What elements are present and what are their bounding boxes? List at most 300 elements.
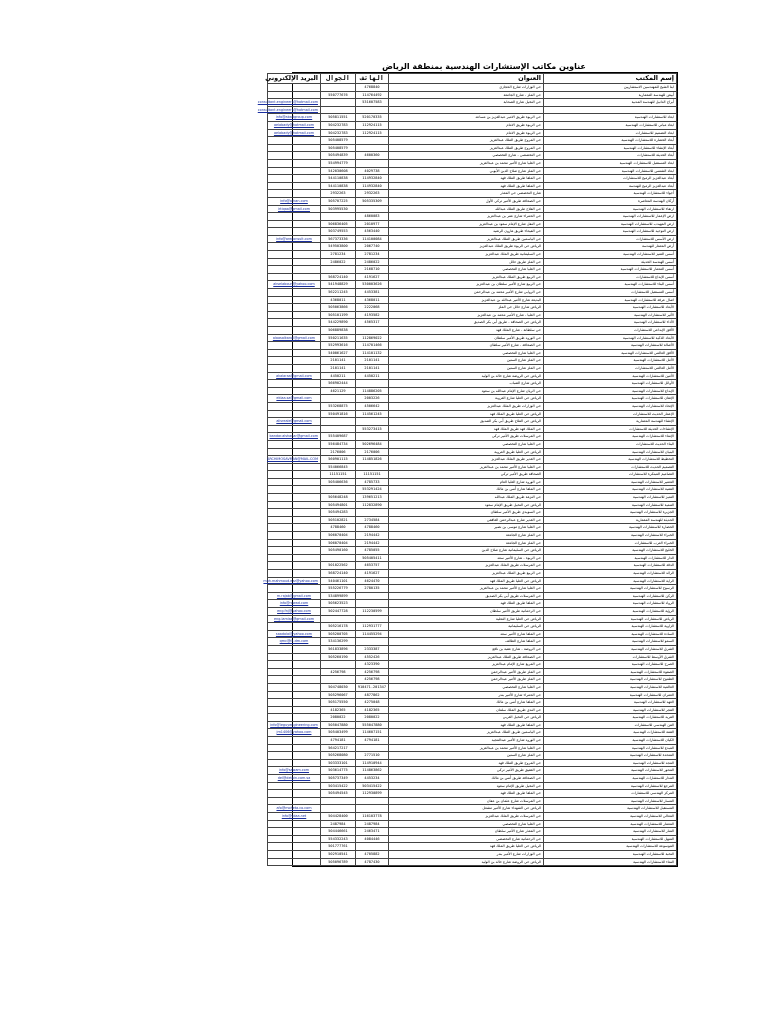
office-name-cell: المسار للاستشارات الهندسية	[544, 797, 677, 805]
address-cell: حي المرسلات طريق أبي بكر الصديق	[389, 592, 544, 600]
office-name-cell: الإنماء للاستشارات الهندسية	[544, 433, 677, 441]
table-row	[268, 159, 677, 167]
fax-cell: 505175550	[321, 699, 356, 707]
address-cell: حي العقيق طريق الأمير تركي	[389, 767, 544, 775]
header-email: البريد الإلكتروني	[268, 74, 321, 84]
address-cell: حي الملز شارع الستين	[389, 357, 544, 365]
fax-cell: 505268080	[321, 752, 356, 760]
office-name-cell: التقنية للاستشارات الهندسية	[544, 486, 677, 494]
address-cell: شارع التخصصي حي المعذر	[389, 190, 544, 198]
table-row	[268, 349, 677, 357]
email-cell	[268, 775, 321, 783]
phone-cell: 2194442	[356, 532, 389, 540]
table-row	[268, 843, 677, 851]
fax-cell: 502447728	[321, 607, 356, 615]
table-row	[268, 494, 677, 502]
phone-cell: 114764492	[356, 91, 389, 99]
phone-cell: 114886205	[356, 387, 389, 395]
office-name-cell: المركز الهندسي للاستشارات	[544, 790, 677, 798]
email-cell	[268, 433, 321, 441]
phone-cell	[356, 615, 389, 623]
table-row	[268, 759, 677, 767]
email-cell	[268, 767, 321, 775]
email-link[interactable]: m.rajab@gmail.com	[276, 593, 312, 598]
office-name-cell: أبعاد عبدالعزيز الرميح للهندسة	[544, 182, 677, 190]
table-row	[268, 289, 677, 297]
table-row	[268, 258, 677, 266]
email-cell	[268, 562, 321, 570]
address-cell: الرياض حي العليا طريق العروبة	[389, 448, 544, 456]
office-name-cell: أسس المعمار للاستشارات الهندسية	[544, 266, 677, 274]
office-name-cell: التصاميم المبتكرة للاستشارات	[544, 471, 677, 479]
office-name-cell: أسس البناء للاستشارات الهندسية	[544, 281, 677, 289]
header-address: العنوان	[389, 74, 544, 84]
phone-cell	[356, 463, 389, 471]
email-link[interactable]: info@sawam.com	[278, 768, 310, 773]
phone-cell: 4275048	[356, 699, 389, 707]
address-cell: حي الوزارات شارع الأمير بندر	[389, 850, 544, 858]
email-link[interactable]: info@sdaa.net	[281, 814, 307, 818]
fax-cell: 550777676	[321, 91, 356, 99]
email-cell	[268, 281, 321, 289]
office-name-cell: ارض الإعمار للاستشارات الهندسية	[544, 213, 677, 221]
fax-cell: 544110838	[321, 182, 356, 190]
office-name-cell: ارض التوحيد للاستشارات الهندسية	[544, 228, 677, 236]
table-row	[268, 205, 677, 213]
table-row	[268, 364, 677, 372]
table-row	[268, 653, 677, 661]
fax-cell: 544229890	[321, 319, 356, 327]
phone-cell: 2176006	[356, 448, 389, 456]
table-row	[268, 418, 677, 426]
phone-cell: 2010977	[356, 220, 389, 228]
table-row	[268, 190, 677, 198]
address-cell: حي الملز شارع الستين	[389, 364, 544, 372]
email-link[interactable]: info@leguyengineering.com	[270, 722, 318, 727]
fax-cell: 505406636	[321, 478, 356, 486]
email-cell	[268, 676, 321, 684]
phone-cell: 114910944	[356, 759, 389, 767]
table-row	[268, 577, 677, 585]
address-cell: حي النفل شارع الإمام سعود بن عبدالعزيز	[389, 220, 544, 228]
office-name-cell: الإعمار الحديث للاستشارات	[544, 410, 677, 418]
email-cell	[268, 494, 321, 502]
phone-cell: 4624470	[356, 577, 389, 585]
table-row	[268, 532, 677, 540]
email-cell	[268, 289, 321, 297]
office-name-cell: المعالي للاستشارات الهندسية	[544, 813, 677, 821]
fax-cell: 506836405	[321, 220, 356, 228]
email-cell	[257, 99, 321, 107]
address-cell: الرياض شارع حائل حي الملز	[389, 304, 544, 312]
email-link[interactable]: consultant.engineers@hotmail.com	[257, 107, 318, 112]
table-row	[268, 729, 677, 737]
email-cell	[268, 296, 321, 304]
office-name-cell: الشرق الأوسط للاستشارات	[544, 653, 677, 661]
phone-cell: 2486022	[356, 258, 389, 266]
fax-cell: 502910541	[321, 850, 356, 858]
phone-cell: 114101132	[356, 349, 389, 357]
fax-cell: 501777761	[321, 843, 356, 851]
phone-cell: 4450211	[356, 372, 389, 380]
table-row	[268, 623, 677, 631]
office-name-cell: العمران للاستشارات الهندسية	[544, 691, 677, 699]
email-cell	[268, 782, 321, 790]
office-name-cell: أركان الهندسة المعاصرة	[544, 197, 677, 205]
fax-cell: 554066845	[321, 463, 356, 471]
fax-cell: 550491816	[321, 410, 356, 418]
table-row	[268, 676, 677, 684]
email-cell	[268, 570, 321, 578]
email-cell	[268, 440, 321, 448]
table-row	[268, 585, 677, 593]
email-link[interactable]: saadolai@yahoo.com	[275, 631, 313, 636]
email-link[interactable]: eng.lamiaa@gmail.com	[273, 616, 314, 621]
table-row	[268, 516, 677, 524]
address-cell: الرياض حي النخيل طريق الإمام سعود	[389, 501, 544, 509]
page-title: عناوين مكاتب الإستشارات الهندسية بمنطقة الرياض	[382, 62, 586, 71]
fax-cell: 506070404	[321, 539, 356, 547]
address-cell: حي العليا شارع التخصصي	[389, 440, 544, 448]
email-link[interactable]: akalaraa@gmail.com	[276, 373, 312, 378]
phone-cell: 520170335	[356, 114, 389, 122]
office-name-cell: أبيض للهندسة المعمارية	[544, 91, 677, 99]
email-cell	[268, 463, 321, 471]
table-row	[268, 767, 677, 775]
email-cell	[268, 205, 321, 213]
email-cell	[268, 243, 321, 251]
address-cell: حي الملقا طريق الملك فهد	[389, 182, 544, 190]
phone-cell: 553291424	[356, 486, 389, 494]
fax-cell: 505200705	[321, 630, 356, 638]
phone-cell: 531607583	[356, 99, 389, 107]
table-row	[268, 243, 677, 251]
office-name-cell: البناء الحديث للاستشارات	[544, 440, 677, 448]
email-cell	[268, 607, 321, 615]
email-link[interactable]: qmc@fz-dm.com	[279, 639, 309, 644]
address-cell: حي السليمانية طريق الملك عبدالعزيز	[389, 251, 544, 259]
office-name-cell: أرض المعمار للهندسة	[544, 243, 677, 251]
phone-cell	[356, 433, 389, 441]
fax-cell: 564217217	[321, 744, 356, 752]
table-row	[268, 342, 677, 350]
address-cell: حي المروج طريق الملك عبدالعزيز	[389, 144, 544, 152]
fax-cell	[321, 805, 356, 813]
office-name-cell: الأداء للاستشارات الهندسية	[544, 319, 677, 327]
email-cell	[268, 509, 321, 517]
header-row	[268, 74, 677, 84]
office-name-cell: أسس الإبداع للاستشارات	[544, 273, 677, 281]
header-phone: الهاتف	[356, 74, 389, 84]
office-name-cell: الأفق الإبداعي للاستشارات	[544, 327, 677, 335]
phone-cell: 2101141	[356, 357, 389, 365]
email-cell	[268, 532, 321, 540]
email-link[interactable]: info@abadgroup.com	[275, 115, 313, 120]
fax-cell: 4621129	[321, 387, 356, 395]
address-cell: حي العليا شارع التخصصي	[389, 820, 544, 828]
phone-cell: 2080022	[356, 714, 389, 722]
table-row	[268, 235, 677, 243]
email-link[interactable]: eklaa.sa@gmail.com	[276, 396, 312, 401]
email-link[interactable]: moh.mahmoud.ezz@yahoo.com	[263, 578, 318, 583]
fax-cell: 566902444	[321, 380, 356, 388]
table-row	[268, 425, 677, 433]
office-name-cell: أبعاد الحضارة للاستشارات الهندسية	[544, 137, 677, 145]
office-name-cell: الدقة للاستشارات الهندسية	[544, 562, 677, 570]
address-cell: حي الربيع طريق الملك عبدالعزيز	[389, 273, 544, 281]
fax-cell: 568724140	[321, 273, 356, 281]
fax-cell: 506889838	[321, 327, 356, 335]
email-cell	[268, 797, 321, 805]
fax-cell: 2101141	[321, 364, 356, 372]
phone-cell: 2067740	[356, 243, 389, 251]
fax-cell: 2101141	[321, 357, 356, 365]
table-row	[268, 144, 677, 152]
phone-cell: 4256798	[356, 668, 389, 676]
table-row	[268, 228, 677, 236]
address-cell: حي الملز شارع صلاح الدين الأيوبي	[389, 167, 544, 175]
fax-cell: 540061627	[321, 349, 356, 357]
fax-cell	[321, 84, 356, 92]
table-row	[268, 570, 677, 578]
table-row	[268, 395, 677, 403]
email-cell	[268, 516, 321, 524]
phone-cell	[356, 205, 389, 213]
email-cell	[268, 395, 321, 403]
table-row	[268, 91, 677, 99]
fax-cell: 554994779	[321, 159, 356, 167]
phone-cell: 505405411	[356, 554, 389, 562]
phone-cell: 553273415	[356, 425, 389, 433]
phone-cell: 4787430	[356, 858, 389, 866]
office-name-cell: ابعاد المستقبل للاستشارات الهندسية	[544, 159, 677, 167]
office-name-cell: أسس التميز للاستشارات الهندسية	[544, 251, 677, 259]
address-cell: حي السويدي طريق الأمير سلطان	[389, 509, 544, 517]
address-cell: الرياض شارع الضباب	[389, 380, 544, 388]
table-row	[268, 372, 677, 380]
office-name-cell: ارتقاء للاستشارات الهندسية	[544, 205, 677, 213]
email-link[interactable]: consultant.engineers@hotmail.com	[257, 100, 318, 105]
table-row	[268, 554, 677, 562]
office-name-cell: الكيان للاستشارات الهندسية	[544, 737, 677, 745]
table-header	[265, 74, 677, 84]
email-cell	[268, 744, 321, 752]
address-cell: حي الريان شارع الإمام عبدالله بن سعود	[389, 387, 544, 395]
table-row	[268, 607, 677, 615]
email-link[interactable]: ARCHIMOSAVMAN@MAIL.COM	[267, 457, 318, 462]
address-cell: الرياض حي العليا شارع التحلية	[389, 615, 544, 623]
table-body	[257, 84, 677, 866]
fax-cell: 501022562	[321, 562, 356, 570]
office-name-cell: ابعاد التصميم للاستشارات	[544, 129, 677, 137]
table-row	[268, 858, 677, 866]
email-cell	[268, 752, 321, 760]
email-cell	[268, 319, 321, 327]
phone-cell: 114100084	[356, 235, 389, 243]
email-link[interactable]: aelabady@hotmail.com	[273, 122, 315, 127]
email-cell	[268, 152, 321, 160]
office-name-cell: الإتقان للاستشارات الهندسية	[544, 395, 677, 403]
email-link[interactable]: alaasalkanal@gmail.com	[272, 335, 316, 340]
table-row	[268, 714, 677, 722]
fax-cell	[321, 615, 356, 623]
address-cell: الرياض حي العليا طريق الملك فهد	[389, 577, 544, 585]
phone-cell	[356, 418, 389, 426]
fax-cell: 505063866	[321, 304, 356, 312]
email-cell	[268, 228, 321, 236]
address-cell: حي الملقا طريق الملك فهد	[389, 790, 544, 798]
email-cell	[268, 129, 321, 137]
phone-cell: 116103778	[356, 813, 389, 821]
email-link[interactable]: jm1406@yahoo.com	[276, 730, 312, 735]
address-cell: حي الوزارات طريق الملك عبدالعزيز	[389, 402, 544, 410]
address-cell: الصحافة طريق الأمير تركي	[389, 471, 544, 479]
email-link[interactable]: akselaboun@yahoo.com	[273, 282, 315, 287]
phone-cell: 4565317	[356, 319, 389, 327]
email-cell	[268, 114, 321, 122]
address-cell: حي الملز شارع الستين	[389, 752, 544, 760]
phone-cell: 2222068	[356, 304, 389, 312]
fax-cell: 505811551	[321, 114, 356, 122]
email-cell	[268, 554, 321, 562]
phone-cell	[356, 797, 389, 805]
fax-cell	[321, 425, 356, 433]
phone-cell: 503415422	[356, 782, 389, 790]
email-link[interactable]: eng.fnj@yahoo.com	[277, 608, 311, 613]
fax-cell: 2487984	[321, 820, 356, 828]
email-link[interactable]: afo@moheta.co.com	[276, 806, 312, 811]
table-row	[268, 304, 677, 312]
fax-cell: 503415422	[321, 782, 356, 790]
address-cell: حي المروج طريق الملك فهد	[389, 759, 544, 767]
phone-cell: 502696484	[356, 440, 389, 448]
phone-cell: 505335309	[356, 197, 389, 205]
fax-cell: 503614775	[321, 767, 356, 775]
table-row	[268, 721, 677, 729]
email-link[interactable]: info@rowad.com	[279, 601, 309, 606]
address-cell: الرياض حي الشهداء شارع الأمير مشعل	[389, 805, 544, 813]
email-link[interactable]: info@areconsult.com	[276, 236, 312, 241]
fax-cell: 554332243	[321, 835, 356, 843]
table-row	[268, 775, 677, 783]
email-cell	[268, 137, 321, 145]
fax-cell	[321, 418, 356, 426]
phone-cell: 112924115	[356, 129, 389, 137]
phone-cell: 4453381	[356, 289, 389, 297]
phone-cell	[356, 744, 389, 752]
phone-cell	[356, 805, 389, 813]
fax-cell	[321, 661, 356, 669]
address-cell: حي النخيل شارع الصحابة	[389, 99, 544, 107]
table-row	[268, 835, 677, 843]
table-row	[268, 121, 677, 129]
email-cell	[268, 334, 321, 342]
table-row	[268, 828, 677, 836]
email-link[interactable]: aelabady@hotmail.com	[273, 130, 315, 135]
office-name-cell: الشرق للاستشارات الهندسية	[544, 645, 677, 653]
email-cell	[268, 699, 321, 707]
email-cell	[268, 547, 321, 555]
office-name-cell: السادة للاستشارات الهندسية	[544, 630, 677, 638]
fax-cell	[321, 554, 356, 562]
office-name-cell: الجزيرة للاستشارات الهندسية	[544, 509, 677, 517]
address-cell: حي العليا شارع الأمير محمد بن عبدالعزيز	[389, 744, 544, 752]
fax-cell: 562211245	[321, 289, 356, 297]
office-name-cell: أسس المستقبل للاستشارات	[544, 289, 677, 297]
email-cell	[268, 592, 321, 600]
address-cell: البديعة شارع الأمير عبدالله بن عبدالعزيز	[389, 296, 544, 304]
table-row	[268, 440, 677, 448]
fax-cell: 505494283	[321, 509, 356, 517]
office-name-cell: الأبعاد للاستشارات الهندسية	[544, 304, 677, 312]
phone-cell	[356, 592, 389, 600]
email-link[interactable]: info@arkan.com	[280, 198, 308, 203]
email-link[interactable]: alisreaie@gmail.com	[276, 419, 312, 424]
address-cell: حي الصحافة طريق أنس بن مالك	[389, 775, 544, 783]
address-cell: حي المرسلات شارع عثمان بن عفان	[389, 797, 544, 805]
table-row	[268, 106, 677, 114]
email-cell	[268, 759, 321, 767]
fax-cell: 504748030	[321, 683, 356, 691]
fax-cell: 4450211	[321, 372, 356, 380]
office-name-cell: الرؤية للاستشارات الهندسية	[544, 607, 677, 615]
fax-cell: 504446661	[321, 828, 356, 836]
office-name-cell: المستقبل للاستشارات الهندسية	[544, 805, 677, 813]
fax-cell: 505047880	[321, 721, 356, 729]
office-name-cell: الطموح للاستشارات الهندسية	[544, 676, 677, 684]
office-name-cell: النماء للاستشارات الهندسية	[544, 858, 677, 866]
phone-cell: 112230599	[356, 607, 389, 615]
email-link[interactable]: bandar.alshanar@gmail.com	[269, 434, 318, 439]
email-cell	[268, 144, 321, 152]
fax-cell: 503749553	[321, 228, 356, 236]
fax-cell: 534136299	[321, 638, 356, 646]
phone-cell	[356, 380, 389, 388]
address-cell: حي المعذر شارع الأمير سلطان	[389, 828, 544, 836]
email-cell	[268, 721, 321, 729]
office-name-cell: ارض الأسس للاستشارات	[544, 235, 677, 243]
office-name-cell: التخطيط للاستشارات الهندسية	[544, 456, 677, 464]
email-link[interactable]: del@detain.com.sa	[277, 776, 311, 781]
address-cell: حي الملك فهد طريق الملك فهد	[389, 425, 544, 433]
office-name-cell: الدار للاستشارات الهندسية	[544, 554, 677, 562]
table-row	[268, 463, 677, 471]
email-cell	[268, 273, 321, 281]
office-name-cell: القمة للاستشارات الهندسية	[544, 729, 677, 737]
fax-cell: 534899899	[321, 592, 356, 600]
fax-cell: 505494545	[321, 790, 356, 798]
table-row	[268, 752, 677, 760]
phone-cell: 2781234	[356, 251, 389, 259]
office-name-cell: الإبداع للاستشارات الهندسية	[544, 387, 677, 395]
offices-table	[257, 73, 677, 866]
fax-cell: 556484734	[321, 440, 356, 448]
table-row	[268, 683, 677, 691]
office-name-cell: الرائد للاستشارات الهندسية	[544, 570, 677, 578]
fax-cell	[321, 486, 356, 494]
office-name-cell: ابعاد للاستشارات الهندسية	[544, 114, 677, 122]
fax-cell: 505403499	[321, 729, 356, 737]
office-name-cell: الخليج للاستشارات الهندسية	[544, 547, 677, 555]
email-link[interactable]: irtiqaa@gmail.com	[277, 206, 311, 211]
phone-cell: 2194442	[356, 539, 389, 547]
email-cell	[268, 402, 321, 410]
address-cell: حي الملقا طريق الملك فهد	[389, 721, 544, 729]
email-cell	[268, 471, 321, 479]
phone-cell: 2780135	[356, 585, 389, 593]
email-cell	[268, 448, 321, 456]
email-cell	[268, 820, 321, 828]
